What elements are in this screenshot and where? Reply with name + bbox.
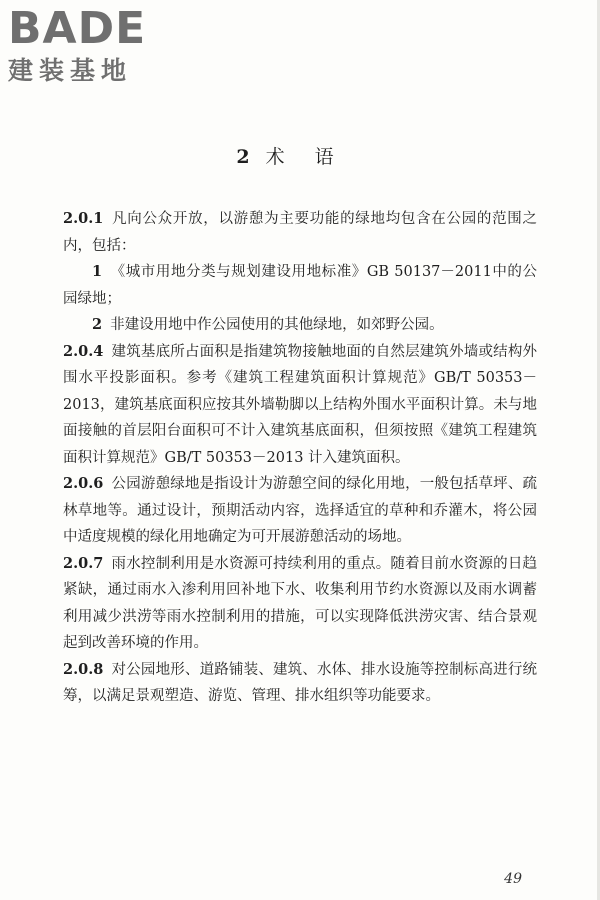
clause-text: 凡向公众开放，以游憩为主要功能的绿地均包含在公园的范围之内，包括：	[63, 211, 537, 254]
chapter-title-text: 术语	[265, 146, 364, 168]
item-text: 非建设用地中作公园使用的其他绿地，如郊野公园。	[110, 317, 444, 333]
item-text: 《城市用地分类与规划建设用地标准》GB 50137－2011中的公园绿地；	[63, 264, 537, 307]
clause-number: 2.0.6	[63, 475, 104, 492]
clause-text: 雨水控制利用是水资源可持续利用的重点。随着目前水资源的日趋紧缺，通过雨水入渗利用回补地下水、收集利用节约水资源以及雨水调蓄利用减少洪涝等雨水控制利用的措施，可以实现降低洪涝灾害、结合景观起到改善环境的作用。	[63, 555, 537, 651]
list-item	[63, 312, 537, 339]
list-item	[63, 259, 537, 312]
page-number: 49	[504, 871, 522, 887]
chapter-title	[0, 142, 600, 169]
logo-chinese-name: 建装基地	[8, 56, 133, 85]
clause-number: 2.0.1	[63, 210, 104, 227]
clause-text: 对公园地形、道路铺装、建筑、水体、排水设施等控制标高进行统筹，以满足景观塑造、游览、管理、排水组织等功能要求。	[63, 661, 537, 704]
clause-text: 公园游憩绿地是指设计为游憩空间的绿化用地，一般包括草坪、疏林草地等。通过设计，预期活动内容，选择适宜的草种和乔灌木，将公园中适度规模的绿化用地确定为可开展游憩活动的场地。	[63, 476, 537, 545]
item-number: 2	[92, 316, 103, 333]
clause-text: 建筑基底所占面积是指建筑物接触地面的自然层建筑外墙或结构外围水平投影面积。参考《建筑工程建筑面积计算规范》GB/T 50353－2013，建筑基底面积应按其外墙勒脚以上结构外围水平面积计算。未与地面接触的首层阳台面积可不计入建筑基底面积，但须按照《建筑工程建筑面积计算规范》GB/T 50353－2013 计入建筑面积。	[63, 343, 537, 466]
clause-2-0-8	[63, 657, 537, 710]
clause-2-0-7	[63, 551, 537, 657]
clause-2-0-1	[63, 206, 537, 259]
clause-2-0-4	[63, 339, 537, 472]
clause-2-0-6	[63, 471, 537, 551]
clause-number: 2.0.4	[63, 342, 104, 360]
item-number: 1	[92, 263, 103, 280]
clause-number: 2.0.8	[63, 660, 104, 678]
clause-list	[63, 206, 537, 710]
clause-number: 2.0.7	[63, 554, 104, 572]
logo-wordmark: BADE	[8, 3, 147, 54]
logo	[8, 3, 147, 88]
chapter-number: 2	[236, 146, 252, 168]
